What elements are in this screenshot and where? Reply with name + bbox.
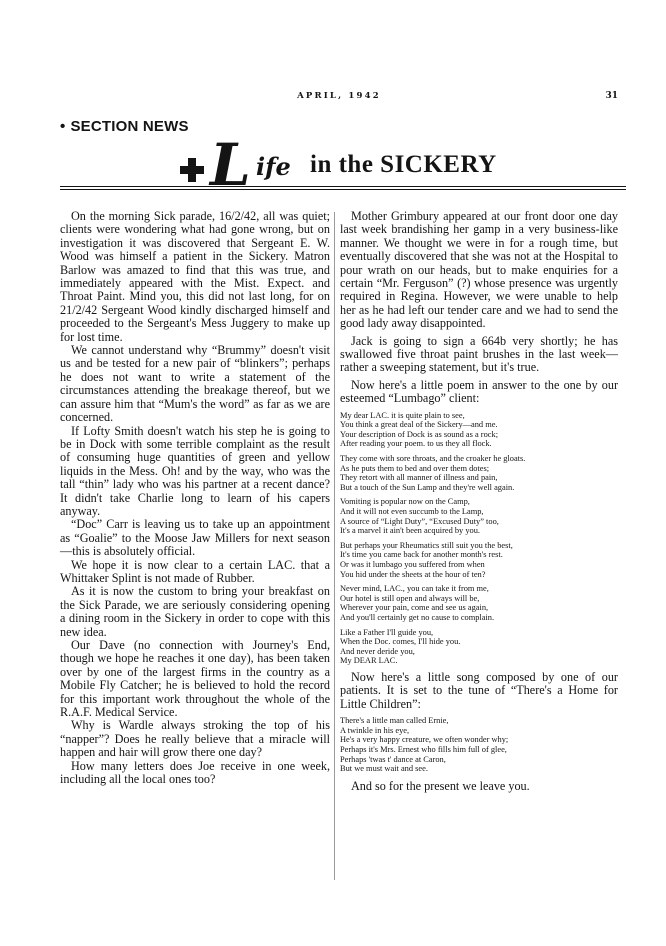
closing-line: And so for the present we leave you. [351, 778, 530, 793]
poem-line: My DEAR LAC. [340, 656, 398, 666]
section-heading [60, 118, 189, 135]
song [340, 716, 618, 774]
section-title: SECTION NEWS [70, 118, 189, 135]
poem [340, 411, 618, 666]
poem-line: A source of “Light Duty”, “Excused Duty” too, [340, 516, 499, 526]
song-intro: Now here's a little song composed by one of our patients. It is set to the tune of “There's a Home for Little Children”: [340, 669, 618, 711]
bullet-icon: • [60, 118, 66, 135]
running-head [60, 91, 618, 105]
poem-line: You think a great deal of the Sickery—and me. [340, 420, 498, 430]
poem-line: It's time you came back for another month's rest. [340, 550, 503, 560]
banner-rule-lower [60, 189, 626, 190]
poem-line: They retort with all manner of illness and pain, [340, 473, 498, 483]
right-paragraph: Mother Grimbury appeared at our front door one day last week brandishing her gamp in a very business-like manner. We thought we were in for a rough time, but eventually discovered that she was not at the Hospital to pour wrath on our heads, but to make enquiries for a certain “Mr. Ferguson” (?) whose presence was urgently required in Regina. However, we were unable to help her as he had left our tender care and we had to send the good lady away disappointed. [340, 209, 618, 331]
poem-line: My dear LAC. it is quite plain to see, [340, 410, 465, 420]
poem-line: When the Doc. comes, I'll hide you. [340, 637, 461, 647]
drop-initial: L [210, 131, 251, 199]
poem-line: As he puts them to bed and over them dotes; [340, 463, 490, 473]
column-divider [334, 212, 335, 880]
poem-line: Like a Father I'll guide you, [340, 627, 434, 637]
poem-line: Never mind, LAC., you can take it from me, [340, 584, 489, 594]
poem-stanza [340, 541, 618, 579]
left-paragraph: Our Dave (no connection with Journey's End, though we hope he reaches it one day), has been taken over by one of the largest firms in the country as a Mobile Fly Catcher; he is believed to hold the record for this important work throughout the whole of the R.A.F. Medical Service. [60, 638, 330, 720]
left-paragraph: On the morning Sick parade, 16/2/42, all was quiet; clients were wondering what had gone wrong, but on investigation it was discovered that Sergeant E. W. Wood was himself a patient in the Sickery. Matron Barlow was amazed to find that this was true, and immediately appeared with the Mist. Expect. and Throat Paint. Mind you, this did not last long, for on 21/2/42 Sergeant Wood kindly discharged himself and proceeded to the Sergeant's Mess Juggery to make up for lost time. [60, 209, 330, 344]
poem-stanza [340, 454, 618, 492]
right-column [340, 210, 618, 805]
left-column [60, 210, 330, 786]
poem-line: Wherever your pain, come and see us again, [340, 603, 489, 613]
left-paragraph: If Lofty Smith doesn't watch his step he is going to be in Dock with some terrible complaint as the result of consuming huge quantities of green and yellow liquids in the Mess. Oh! and by the way, who was the tall “thin” lady who was his partner at a recent dance? It didn't take Charlie long to learn of his capers anyway. [60, 423, 330, 518]
poem-line: And you'll certainly get no cause to complain. [340, 612, 495, 622]
poem-line: Or was it lumbago you suffered from when [340, 560, 485, 569]
poem-line: Our hotel is still open and always will be, [340, 593, 480, 603]
issue-date: APRIL, 1942 [297, 91, 381, 101]
poem-line: But perhaps your Rheumatics still suit you the best, [340, 540, 513, 550]
red-cross-icon [180, 158, 204, 182]
poem-stanza [340, 411, 618, 449]
poem-stanza [340, 584, 618, 622]
poem-line: You hid under the sheets at the hour of ten? [340, 569, 486, 579]
poem-line: After reading your poem. to us they all flock. [340, 439, 492, 449]
banner-rule-upper [60, 186, 626, 187]
poem-line: And it will not even succumb to the Lamp, [340, 507, 484, 517]
left-paragraph: Why is Wardle always stroking the top of his “napper”? Does he really believe that a miracle will happen and hair will grow there one day? [60, 718, 330, 760]
poem-line: Vomiting is popular now on the Camp, [340, 497, 470, 507]
poem-line: Your description of Dock is as sound as a rock; [340, 429, 499, 439]
poem-stanza [340, 497, 618, 535]
song-line: But we must wait and see. [340, 764, 428, 774]
article-banner [60, 131, 626, 200]
right-paragraph: Now here's a little poem in answer to the one by our esteemed “Lumbago” client: [340, 377, 618, 406]
song-line: He's a very happy creature, we often wonder why; [340, 735, 509, 745]
poem-line: And never deride you, [340, 646, 415, 656]
left-paragraph: “Doc” Carr is leaving us to take up an appointment as “Goalie” to the Moose Jaw Millers for next season—this is absolutely official. [60, 517, 330, 559]
page-number: 31 [605, 91, 618, 101]
song-line: Perhaps 'twas t' dance at Caron, [340, 754, 446, 764]
poem-line: It's a marvel it ain't been acquired by you. [340, 526, 480, 536]
left-paragraph: We cannot understand why “Brummy” doesn't visit us and be tested for a new pair of “blinkers”; perhaps he does not want to write a statement of the circumstances attending the breakage thereof, but we can assure him that “Mum's the word” as far as we are concerned. [60, 343, 330, 425]
right-paragraph: Jack is going to sign a 664b very shortly; he has swallowed five throat paint brushes in the last week—rather a sweeping statement, but it's true. [340, 333, 618, 375]
title-initial-rest: ife [256, 152, 291, 181]
poem-line: They come with sore throats, and the croaker he gloats. [340, 454, 526, 464]
song-line: A twinkle in his eye, [340, 725, 410, 735]
poem-line: But a touch of the Sun Lamp and they're well again. [340, 482, 515, 492]
left-paragraph: As it is now the custom to bring your breakfast on the Sick Parade, we are seriously considering opening a dining room in the Sickery in order to cope with this new idea. [60, 584, 330, 639]
song-line: Perhaps it's Mrs. Ernest who fills him full of glee, [340, 744, 507, 754]
left-paragraph: How many letters does Joe receive in one week, including all the local ones too? [60, 758, 330, 787]
poem-stanza [340, 628, 618, 666]
song-line: There's a little man called Ernie, [340, 716, 449, 726]
left-paragraph: We hope it is now clear to a certain LAC. that a Whittaker Splint is not made of Rubber. [60, 557, 330, 585]
article-title: in the SICKERY [310, 151, 497, 178]
